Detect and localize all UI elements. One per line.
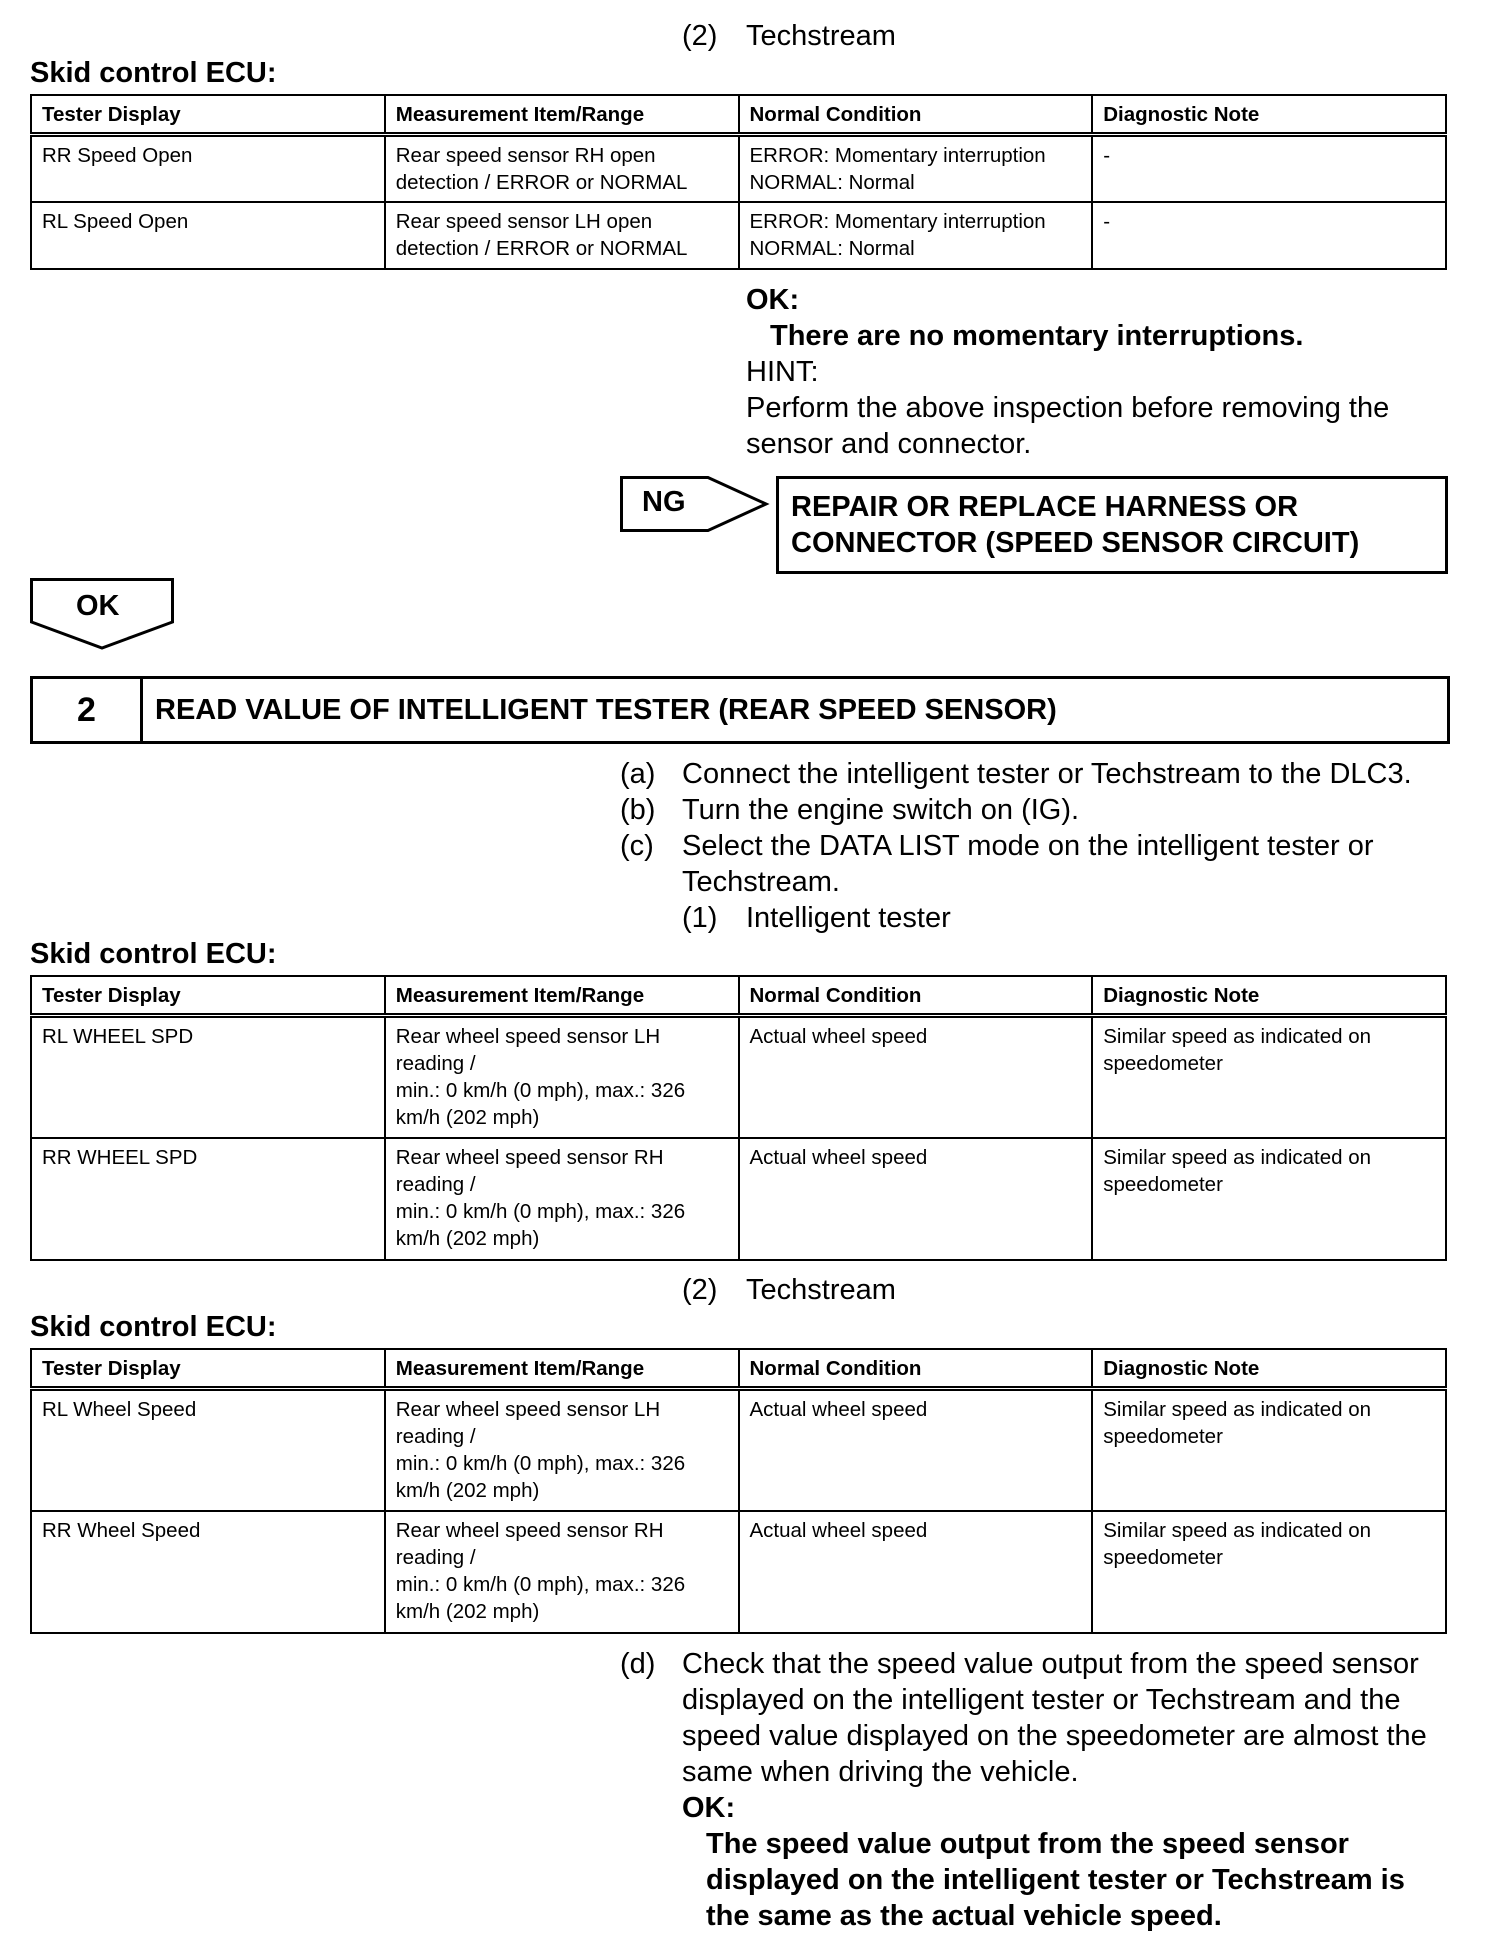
cell-normal-condition [739,135,1093,202]
ok-text: There are no momentary interruptions. [770,320,1304,352]
normal-normal-line: NORMAL: Normal [749,171,915,194]
ok-label: OK: [682,1792,736,1824]
subitem-number: (2) [682,1274,718,1306]
data-table-techstream [30,1348,1447,1634]
cell-normal-condition: Actual wheel speed [739,1389,1093,1511]
instruction-c-text-2: Techstream. [682,866,840,898]
header-diagnostic-note: Diagnostic Note [1092,95,1446,135]
instruction-c-num: (c) [620,830,654,862]
table-header-row [31,976,1446,1016]
cell-tester-display: RR Wheel Speed [31,1511,385,1633]
instruction-d-num: (d) [620,1648,656,1680]
ecu-label: Skid control ECU: [30,57,277,89]
measurement-line-1: Rear wheel speed sensor LH reading / [395,1025,661,1075]
measurement-line-2: min.: 0 km/h (0 mph), max.: 326 km/h (202 mph) [395,1452,686,1502]
cell-measurement [385,1389,739,1511]
cell-diagnostic-note: - [1092,135,1446,202]
hint-label: HINT: [746,356,819,388]
hint-text: Perform the above inspection before removing the sensor and connector. [746,392,1390,460]
cell-tester-display: RR Speed Open [31,135,385,202]
cell-tester-display: RL WHEEL SPD [31,1016,385,1138]
subitem-1-text: Intelligent tester [746,902,951,934]
instruction-c-text-1: Select the DATA LIST mode on the intelligent tester or [682,830,1374,862]
cell-diagnostic-note: Similar speed as indicated on speedometer [1092,1511,1446,1633]
table-header-row [31,1349,1446,1389]
instruction-b-text: Turn the engine switch on (IG). [682,794,1080,826]
ecu-label: Skid control ECU: [30,938,277,970]
measurement-line-1: Rear wheel speed sensor LH reading / [395,1398,661,1448]
ng-label: NG [642,486,686,518]
subitem-label: Techstream [746,1274,896,1306]
normal-error-line: ERROR: Momentary interruption [749,209,1046,233]
ecu-label: Skid control ECU: [30,1311,277,1343]
subitem-label: Techstream [746,20,896,52]
ok-arrow [30,578,174,650]
instruction-b-num: (b) [620,794,656,826]
header-normal-condition: Normal Condition [739,1349,1093,1389]
instruction-d-text: Check that the speed value output from the speed sensor displayed on the intelligent tester or Techstream and the speed value displayed on the speedometer are almost the same when driving the vehicle. [682,1648,1427,1788]
ok-label: OK: [746,284,800,316]
header-tester-display: Tester Display [31,95,385,135]
cell-diagnostic-note: Similar speed as indicated on speedometer [1092,1016,1446,1138]
header-normal-condition: Normal Condition [739,976,1093,1016]
table-row [31,135,1446,202]
measurement-line-2: min.: 0 km/h (0 mph), max.: 326 km/h (202 mph) [395,1572,686,1623]
instruction-a-num: (a) [620,758,656,790]
table-row [31,202,1446,269]
ok-flow-label: OK [76,590,120,622]
cell-normal-condition: Actual wheel speed [739,1016,1093,1138]
ng-arrow [620,476,770,532]
cell-diagnostic-note: - [1092,202,1446,269]
cell-tester-display: RL Wheel Speed [31,1389,385,1511]
ok-text: The speed value output from the speed sensor displayed on the intelligent tester or Techstream is the same as the actual vehicle speed. [706,1828,1405,1932]
instruction-d-block [682,1646,1442,1934]
cell-measurement [385,1138,739,1260]
step-number: 2 [33,679,143,741]
data-table-intelligent-tester [30,975,1447,1261]
cell-diagnostic-note: Similar speed as indicated on speedometer [1092,1389,1446,1511]
cell-normal-condition: Actual wheel speed [739,1511,1093,1633]
header-diagnostic-note: Diagnostic Note [1092,976,1446,1016]
header-tester-display: Tester Display [31,1349,385,1389]
table-row [31,1138,1446,1260]
header-tester-display: Tester Display [31,976,385,1016]
table-header-row [31,95,1446,135]
subitem-number: (2) [682,20,718,52]
header-measurement-item: Measurement Item/Range [385,976,739,1016]
step-title: READ VALUE OF INTELLIGENT TESTER (REAR SPEED SENSOR) [155,693,1057,726]
header-normal-condition: Normal Condition [739,95,1093,135]
repair-line-1: REPAIR OR REPLACE HARNESS OR [791,491,1299,523]
cell-normal-condition [739,202,1093,269]
check-result-block [746,282,1446,462]
data-table-open-detection [30,94,1447,270]
cell-normal-condition: Actual wheel speed [739,1138,1093,1260]
subitem-1-num: (1) [682,902,718,934]
cell-diagnostic-note: Similar speed as indicated on speedometer [1092,1138,1446,1260]
header-diagnostic-note: Diagnostic Note [1092,1349,1446,1389]
step-header [30,676,1450,744]
measurement-line-1: Rear wheel speed sensor RH reading / [395,1518,664,1569]
measurement-line-2: min.: 0 km/h (0 mph), max.: 326 km/h (202 mph) [395,1199,686,1250]
repair-action-box [776,476,1448,574]
measurement-line-1: Rear wheel speed sensor RH reading / [395,1145,664,1196]
header-measurement-item: Measurement Item/Range [385,95,739,135]
cell-measurement: Rear speed sensor RH open detection / ERROR or NORMAL [385,135,739,202]
normal-normal-line: NORMAL: Normal [749,236,915,260]
cell-measurement: Rear speed sensor LH open detection / ERROR or NORMAL [385,202,739,269]
table-row [31,1511,1446,1633]
header-measurement-item: Measurement Item/Range [385,1349,739,1389]
repair-line-2: CONNECTOR (SPEED SENSOR CIRCUIT) [791,527,1360,559]
cell-measurement [385,1016,739,1138]
cell-tester-display: RR WHEEL SPD [31,1138,385,1260]
instruction-a-text: Connect the intelligent tester or Techstream to the DLC3. [682,758,1412,790]
table-row [31,1389,1446,1511]
cell-measurement [385,1511,739,1633]
measurement-line-2: min.: 0 km/h (0 mph), max.: 326 km/h (202 mph) [395,1079,686,1129]
table-row [31,1016,1446,1138]
normal-error-line: ERROR: Momentary interruption [749,144,1046,167]
cell-tester-display: RL Speed Open [31,202,385,269]
